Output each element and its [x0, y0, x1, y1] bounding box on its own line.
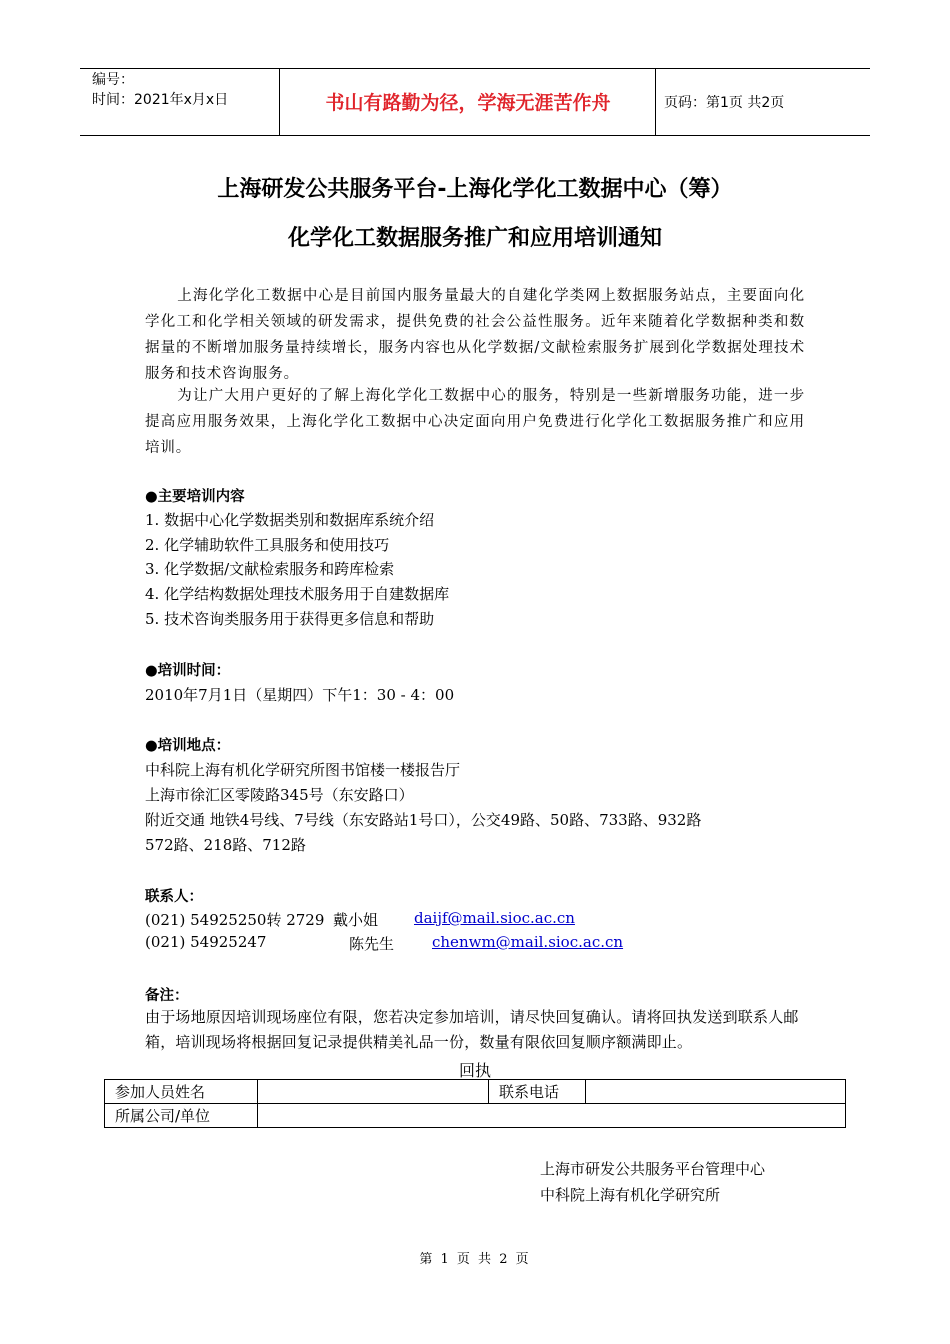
contact-2-name: 陈先生	[349, 935, 395, 953]
remarks-text: 由于场地原因培训现场座位有限，您若决定参加培训，请尽快回复确认。请将回执发送到联系人邮箱，培训现场将根据回复记录提供精美礼品一份，数量有限依回复顺序额满即止。	[145, 1008, 799, 1051]
receipt-name-field[interactable]	[258, 1080, 489, 1104]
contact-2-email-link[interactable]: chenwm@mail.sioc.ac.cn	[432, 933, 624, 951]
intro-paragraph-2	[145, 383, 805, 461]
content-item-5: 5. 技术咨询类服务用于获得更多信息和帮助	[145, 610, 435, 628]
receipt-company-label: 所属公司/单位	[105, 1104, 258, 1128]
signature-org-2: 中科院上海有机化学研究所	[540, 1186, 721, 1204]
footer-page-number: 第 1 页 共 2 页	[419, 1252, 531, 1267]
receipt-name-label: 参加人员姓名	[105, 1080, 258, 1104]
contact-1-name: 戴小姐	[333, 911, 379, 929]
contact-1-email-link[interactable]: daijf@mail.sioc.ac.cn	[414, 909, 575, 927]
time-value: 2010年7月1日（星期四）下午1：30 - 4：00	[145, 686, 455, 704]
receipt-phone-field[interactable]	[586, 1080, 846, 1104]
receipt-row-2	[105, 1104, 846, 1128]
remarks-heading: 备注：	[145, 988, 189, 1004]
intro-paragraph-1-text: 上海化学化工数据中心是目前国内服务量最大的自建化学类网上数据服务站点，主要面向化学化工和化学相关领域的研发需求，提供免费的社会公益性服务。近年来随着化学数据种类和数据量的不断增加服务量持续增长，服务内容也从化学数据/文献检索服务扩展到化学数据处理技术服务和技术咨询服务。	[145, 288, 805, 382]
intro-paragraph-1	[145, 283, 805, 387]
time-heading: ●培训时间：	[145, 663, 231, 679]
content-item-4: 4. 化学结构数据处理技术服务用于自建数据库	[145, 585, 450, 603]
document-title-line2: 化学化工数据服务推广和应用培训通知	[287, 226, 662, 251]
location-line-4: 572路、218路、712路	[145, 836, 306, 854]
header-divider-right	[655, 68, 656, 136]
header-number: 编号：	[92, 72, 134, 88]
content-item-1: 1. 数据中心化学数据类别和数据库系统介绍	[145, 511, 435, 529]
location-heading: ●培训地点：	[145, 738, 231, 754]
contact-2-phone: (021) 54925247	[145, 933, 267, 951]
header-meta	[92, 70, 228, 110]
header-time: 时间：2021年x月x日	[92, 92, 229, 108]
contacts-heading: 联系人：	[145, 889, 203, 905]
receipt-title: 回执	[458, 1061, 491, 1080]
content-heading: ●主要培训内容	[145, 489, 245, 505]
content-item-3: 3. 化学数据/文献检索服务和跨库检索	[145, 560, 395, 578]
receipt-row-1	[105, 1080, 846, 1104]
header-top-rule	[80, 68, 870, 69]
header-divider-left	[279, 68, 280, 136]
contact-1-phone: (021) 54925250转 2729	[145, 911, 325, 929]
signature-org-1: 上海市研发公共服务平台管理中心	[540, 1160, 766, 1178]
location-line-2: 上海市徐汇区零陵路345号（东安路口）	[145, 786, 414, 804]
header-bottom-rule	[80, 135, 870, 136]
location-line-1: 中科院上海有机化学研究所图书馆楼一楼报告厅	[145, 761, 461, 779]
document-title-line1: 上海研发公共服务平台-上海化学化工数据中心（筹）	[217, 177, 733, 202]
receipt-company-field[interactable]	[258, 1104, 846, 1128]
receipt-table	[104, 1079, 846, 1128]
content-item-2: 2. 化学辅助软件工具服务和使用技巧	[145, 536, 390, 554]
header-page-number: 页码：第1页 共2页	[664, 95, 785, 111]
location-line-3: 附近交通 地铁4号线、7号线（东安路站1号口），公交49路、50路、733路、932路	[145, 811, 702, 829]
header-motto: 书山有路勤为径，学海无涯苦作舟	[325, 92, 611, 114]
intro-paragraph-2-text: 为让广大用户更好的了解上海化学化工数据中心的服务，特别是一些新增服务功能，进一步提高应用服务效果，上海化学化工数据中心决定面向用户免费进行化学化工数据服务推广和应用培训。	[145, 388, 805, 456]
receipt-phone-label: 联系电话	[489, 1080, 586, 1104]
